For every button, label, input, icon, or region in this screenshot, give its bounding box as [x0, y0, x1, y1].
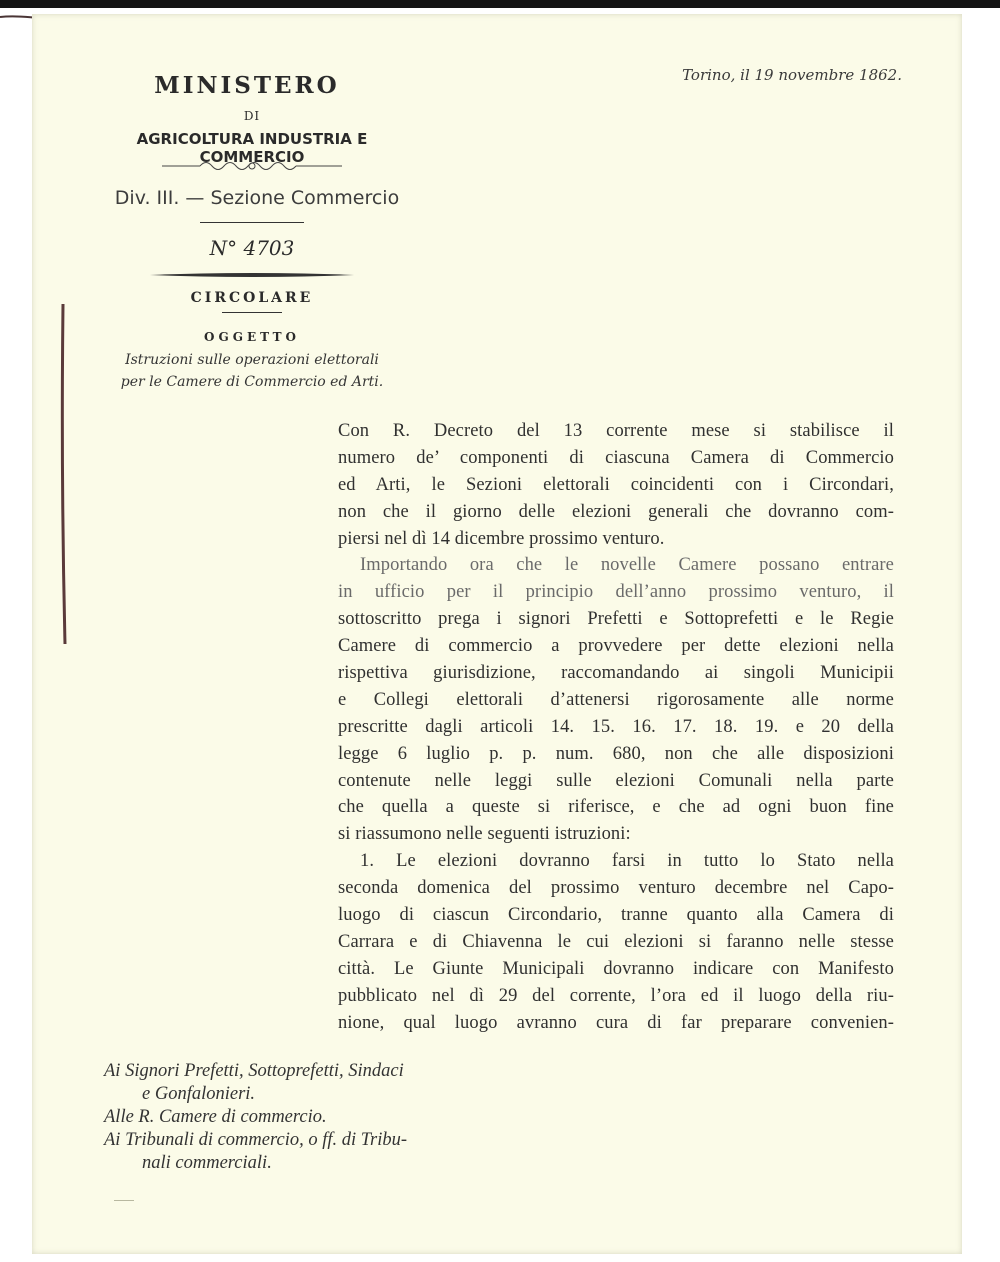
header-rule — [200, 222, 304, 223]
body-line: 1. Le elezioni dovranno farsi in tutto lo Stato nella — [360, 851, 894, 872]
document-page — [32, 14, 962, 1254]
type-rule — [222, 312, 282, 313]
body-line: Camere di commercio a provvedere per dette elezioni nella — [338, 636, 894, 657]
swell-rule — [150, 270, 354, 280]
body-line: sottoscritto prega i signori Prefetti e Sottoprefetti e le Regie — [338, 609, 894, 630]
body-line: numero de’ componenti di ciascuna Camera di Commercio — [338, 447, 894, 468]
addressee-line: Ai Signori Prefetti, Sottoprefetti, Sindaci — [104, 1061, 404, 1081]
body-line: non che il giorno delle elezioni generali che dovranno com- — [338, 501, 894, 522]
body-line: e Collegi elettorali d’attenersi rigorosamente alle norme — [338, 689, 894, 710]
addressees-block — [104, 1060, 524, 1175]
binding-thread-side — [60, 304, 68, 644]
body-text — [338, 418, 894, 1036]
body-line: nione, qual luogo avranno cura di far preparare convenien- — [338, 1012, 894, 1033]
body-line: si riassumono nelle seguenti istruzioni: — [338, 824, 631, 845]
footer-rule — [114, 1200, 134, 1201]
body-line: ed Arti, le Sezioni elettorali coincidenti con i Circondari, — [338, 474, 894, 495]
body-line: Con R. Decreto del 13 corrente mese si stabilisce il — [338, 421, 894, 441]
subject-line-1: Istruzioni sulle operazioni elettorali — [125, 352, 379, 368]
body-line: in ufficio per il principio dell’anno prossimo venturo, il — [338, 582, 894, 603]
ornament-divider — [152, 154, 352, 178]
addressee-line: Alle R. Camere di commercio. — [104, 1107, 327, 1127]
body-line: Carrara e di Chiavenna le cui elezioni si faranno nelle stesse — [338, 931, 894, 952]
protocol-number: N° 4703 — [209, 236, 295, 260]
document-type: CIRCOLARE — [190, 290, 314, 306]
ministry-title: MINISTERO — [154, 72, 340, 99]
addressee-line: nali commerciali. — [142, 1153, 272, 1173]
body-line: che quella a queste si riferisce, e che ad ogni buon fine — [338, 797, 894, 818]
body-line: città. Le Giunte Municipali dovranno indicare con Manifesto — [338, 958, 894, 979]
body-line: contenute nelle leggi sulle elezioni Comunali nella parte — [338, 770, 894, 791]
ministry-subtitle: AGRICOLTURA INDUSTRIA E COMMERCIO — [136, 130, 368, 166]
subject-line-2: per le Camere di Commercio ed Arti. — [120, 374, 384, 390]
body-line: seconda domenica del prossimo venturo decembre nel Capo- — [338, 878, 894, 899]
scan-top-edge — [0, 0, 1000, 8]
division-label: Div. III. — Sezione Commercio — [114, 187, 400, 209]
body-line: prescritte dagli articoli 14. 15. 16. 17. 18. 19. e 20 della — [338, 716, 894, 737]
addressee-line: e Gonfalonieri. — [142, 1084, 256, 1104]
ministry-di: DI — [243, 109, 261, 123]
body-line: Importando ora che le novelle Camere possano entrare — [360, 555, 894, 576]
body-line: luogo di ciascun Circondario, tranne quanto alla Camera di — [338, 905, 894, 926]
body-line: pubblicato nel dì 29 del corrente, l’ora ed il luogo della riu- — [338, 985, 894, 1006]
addressee-line: Ai Tribunali di commercio, o ff. di Tribu- — [104, 1130, 408, 1150]
subject-label: OGGETTO — [204, 330, 300, 344]
body-line: rispettiva giurisdizione, raccomandando ai singoli Municipii — [338, 663, 894, 684]
body-line: legge 6 luglio p. p. num. 680, non che alle disposizioni — [338, 743, 894, 764]
dateline: Torino, il 19 novembre 1862. — [682, 66, 902, 84]
body-line: piersi nel dì 14 dicembre prossimo venturo. — [338, 528, 665, 549]
